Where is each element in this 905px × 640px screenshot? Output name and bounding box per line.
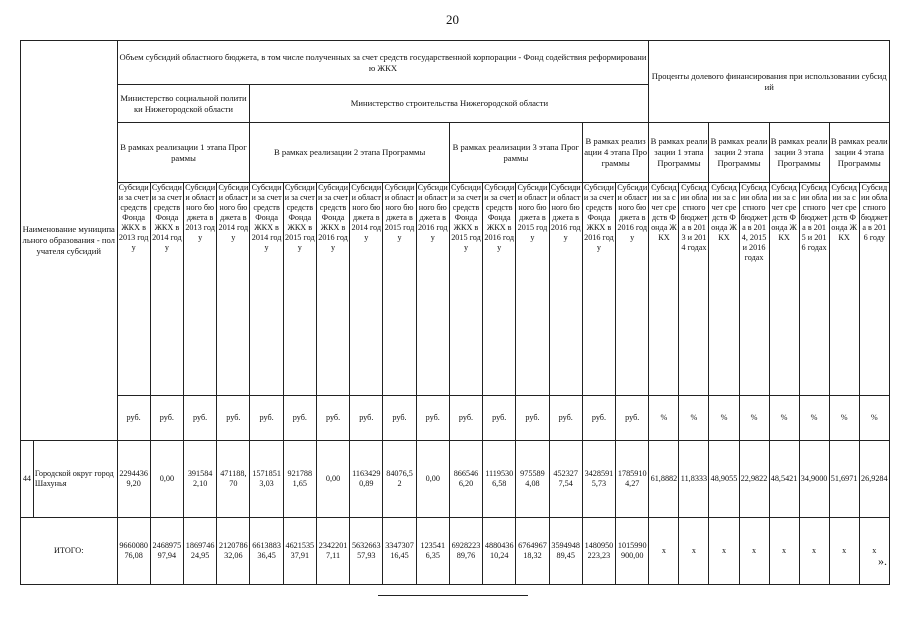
value-cell: 48,9055 (709, 441, 739, 518)
unit-cell: руб. (184, 396, 217, 441)
ministry-construction-header: Министерство строительства Нижегородской области (250, 85, 649, 123)
stage-percent-header: В рамках реализации 2 этапа Программы (709, 123, 769, 183)
value-cell: 51,6971 (829, 441, 859, 518)
ministry-social-header: Министерство социальной политики Нижегородской области (117, 85, 250, 123)
total-value-cell: x (679, 518, 709, 585)
municipality-name: Городской округ город Шахунья (33, 441, 117, 518)
value-cell: 22944369,20 (117, 441, 150, 518)
stage-percent-header: В рамках реализации 1 этапа Программы (649, 123, 709, 183)
column-header: Субсидии за счет средств Фонда ЖКХ в 2013 году (117, 183, 150, 396)
column-header: Субсидии областного бюджета в 2016 году (859, 183, 889, 396)
value-cell: 22,9822 (739, 441, 769, 518)
unit-cell: руб. (416, 396, 449, 441)
unit-cell: руб. (383, 396, 416, 441)
stage-volume-header: В рамках реализации 4 этапа Программы (582, 123, 649, 183)
value-cell: 4523277,54 (549, 441, 582, 518)
stage-volume-header: В рамках реализации 1 этапа Программы (117, 123, 250, 183)
footer-line (378, 595, 528, 596)
column-header: Субсидии областного бюджета в 2013 и 2014 годах (679, 183, 709, 396)
unit-cell: руб. (117, 396, 150, 441)
column-header: Субсидии областного бюджета в 2014 году (350, 183, 383, 396)
unit-cell: руб. (217, 396, 250, 441)
total-value-cell: 212078632,06 (217, 518, 250, 585)
unit-cell: % (829, 396, 859, 441)
value-cell: 26,9284 (859, 441, 889, 518)
value-cell: 15718513,03 (250, 441, 283, 518)
total-value-cell: 334730716,45 (383, 518, 416, 585)
total-value-cell: 966008076,08 (117, 518, 150, 585)
stage-percent-header: В рамках реализации 3 этапа Программы (769, 123, 829, 183)
total-value-cell: 23422017,11 (316, 518, 349, 585)
value-cell: 0,00 (416, 441, 449, 518)
unit-cell: руб. (350, 396, 383, 441)
column-header: Субсидии областного бюджета в 2013 году (184, 183, 217, 396)
column-header: Субсидии за счет средств Фонда ЖКХ в 2015 году (449, 183, 482, 396)
unit-cell: % (739, 396, 769, 441)
value-cell: 11634290,89 (350, 441, 383, 518)
total-value-cell: 676496718,32 (516, 518, 549, 585)
column-header: Субсидии за счет средств Фонда ЖКХ (709, 183, 739, 396)
total-value-cell: 488043610,24 (483, 518, 516, 585)
total-value-cell: 692822389,76 (449, 518, 482, 585)
total-value-cell: 1480950223,23 (582, 518, 615, 585)
page-number: 20 (446, 12, 459, 27)
column-header: Субсидии областного бюджета в 2014, 2015 и 2016 годах (739, 183, 769, 396)
total-value-cell: x (739, 518, 769, 585)
column-header: Субсидии за счет средств Фонда ЖКХ в 2015 году (283, 183, 316, 396)
unit-cell: руб. (483, 396, 516, 441)
total-value-cell: 563266357,93 (350, 518, 383, 585)
total-value-cell: 1235416,35 (416, 518, 449, 585)
stage-volume-header: В рамках реализации 2 этапа Программы (250, 123, 449, 183)
column-header: Субсидии за счет средств Фонда ЖКХ (829, 183, 859, 396)
unit-cell: руб. (250, 396, 283, 441)
value-cell: 61,8882 (649, 441, 679, 518)
value-cell: 11195306,58 (483, 441, 516, 518)
subsidy-table (20, 40, 890, 585)
total-value-cell: 462153537,91 (283, 518, 316, 585)
value-cell: 84076,52 (383, 441, 416, 518)
closing-quote: ». (878, 554, 887, 568)
column-header: Субсидии областного бюджета в 2016 году (616, 183, 649, 396)
value-cell: 8665466,20 (449, 441, 482, 518)
column-header: Субсидии за счет средств Фонда ЖКХ в 2014 году (150, 183, 183, 396)
total-value-cell: 359494889,45 (549, 518, 582, 585)
unit-cell: руб. (549, 396, 582, 441)
unit-cell: руб. (449, 396, 482, 441)
value-cell: 3915842,10 (184, 441, 217, 518)
column-header: Субсидии областного бюджета в 2014 году (217, 183, 250, 396)
value-cell: 48,5421 (769, 441, 799, 518)
total-row (21, 518, 890, 585)
column-header: Субсидии областного бюджета в 2016 году (549, 183, 582, 396)
total-value-cell: x (799, 518, 829, 585)
unit-cell: % (649, 396, 679, 441)
value-cell: 17859104,27 (616, 441, 649, 518)
value-cell: 34,9000 (799, 441, 829, 518)
total-value-cell: x (709, 518, 739, 585)
column-header: Субсидии за счет средств Фонда ЖКХ (769, 183, 799, 396)
value-cell: 9755894,08 (516, 441, 549, 518)
unit-cell: руб. (516, 396, 549, 441)
unit-cell: % (679, 396, 709, 441)
value-cell: 34285915,73 (582, 441, 615, 518)
unit-cell: руб. (150, 396, 183, 441)
total-value-cell: 1015990900,00 (616, 518, 649, 585)
total-value-cell: 246897597,94 (150, 518, 183, 585)
subsidy-volume-header: Объем субсидий областного бюджета, в том числе полученных за счет средств государственной корпорации - Фонд содействия реформированию ЖКХ (117, 41, 649, 85)
stage-percent-header: В рамках реализации 4 этапа Программы (829, 123, 889, 183)
value-cell: 0,00 (150, 441, 183, 518)
column-header: Субсидии областного бюджета в 2015 году (516, 183, 549, 396)
unit-cell: % (709, 396, 739, 441)
column-header: Субсидии за счет средств Фонда ЖКХ в 2014 году (250, 183, 283, 396)
unit-cell: % (859, 396, 889, 441)
column-header: Субсидии за счет средств Фонда ЖКХ в 2016 году (316, 183, 349, 396)
total-value-cell: x (829, 518, 859, 585)
share-percent-header: Проценты долевого финансирования при использовании субсидий (649, 41, 890, 123)
total-label: ИТОГО: (21, 518, 118, 585)
total-value-cell: x (859, 518, 889, 585)
column-header: Субсидии областного бюджета в 2015 и 2016 годах (799, 183, 829, 396)
value-cell: 471188,70 (217, 441, 250, 518)
column-header: Субсидии за счет средств Фонда ЖКХ в 2016 году (582, 183, 615, 396)
municipality-header: Наименование муниципального образования - получателя субсидий (21, 41, 118, 441)
stage-volume-header: В рамках реализации 3 этапа Программы (449, 123, 582, 183)
column-header: Субсидии за счет средств Фонда ЖКХ в 2016 году (483, 183, 516, 396)
total-value-cell: x (649, 518, 679, 585)
value-cell: 9217881,65 (283, 441, 316, 518)
column-header: Субсидии областного бюджета в 2016 году (416, 183, 449, 396)
unit-cell: руб. (616, 396, 649, 441)
column-header: Субсидии за счет средств Фонда ЖКХ (649, 183, 679, 396)
row-number: 44 (21, 441, 34, 518)
unit-cell: % (769, 396, 799, 441)
unit-cell: руб. (582, 396, 615, 441)
value-cell: 11,8333 (679, 441, 709, 518)
unit-cell: руб. (283, 396, 316, 441)
total-value-cell: 661388336,45 (250, 518, 283, 585)
column-header: Субсидии областного бюджета в 2015 году (383, 183, 416, 396)
unit-cell: % (799, 396, 829, 441)
unit-cell: руб. (316, 396, 349, 441)
value-cell: 0,00 (316, 441, 349, 518)
table-row (21, 441, 890, 518)
total-value-cell: x (769, 518, 799, 585)
total-value-cell: 186974624,95 (184, 518, 217, 585)
